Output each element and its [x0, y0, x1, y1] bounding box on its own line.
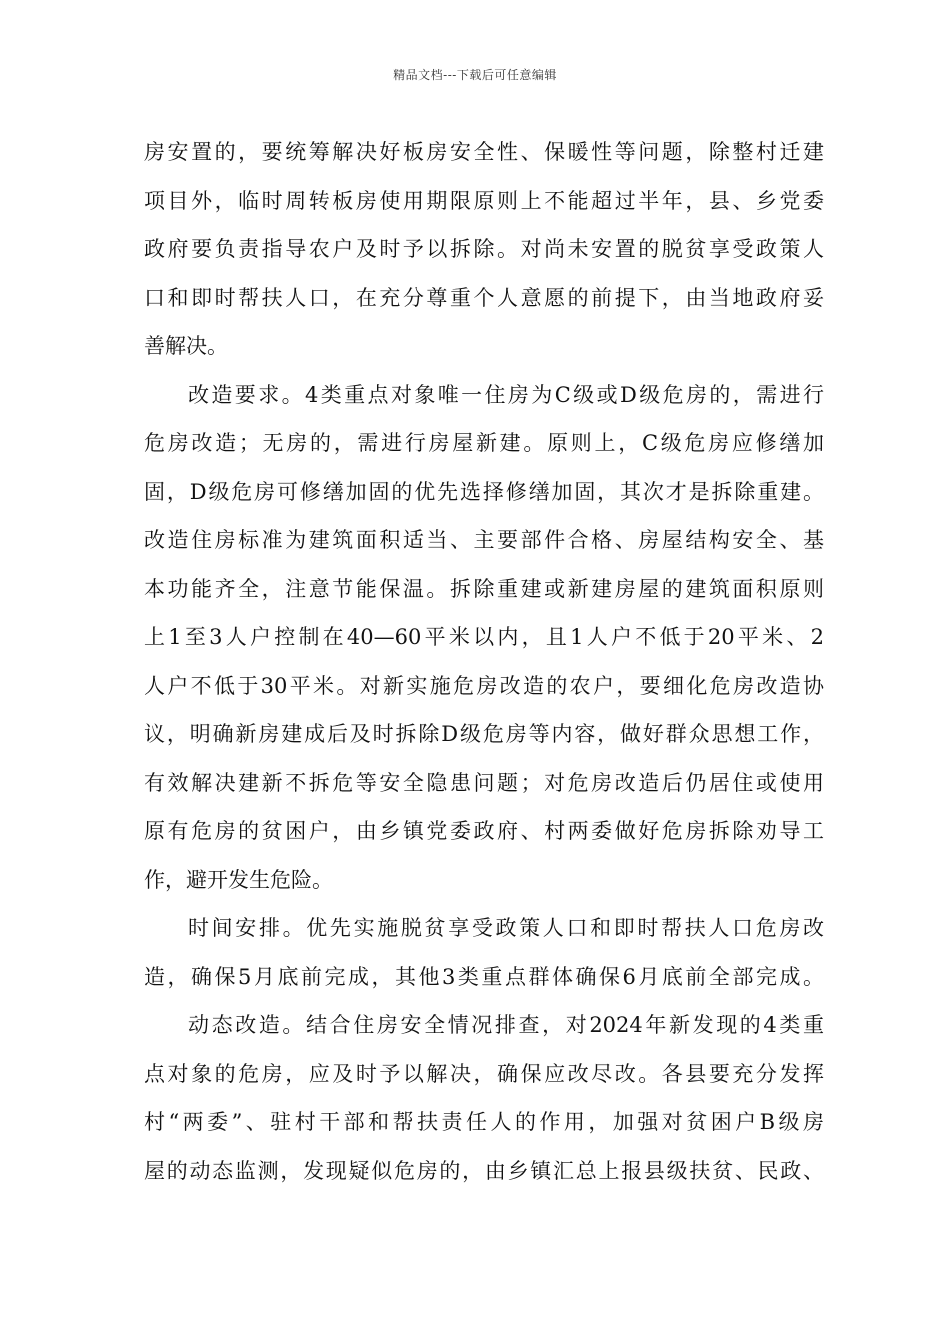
- text-line: 原有危房的贫困户，由乡镇党委政府、村两委做好危房拆除劝导工: [144, 819, 824, 843]
- paragraph-start-line: 动态改造。结合住房安全情况排查，对2024年新发现的4类重: [188, 1013, 824, 1037]
- text-line: 村“两委”、驻村干部和帮扶责任人的作用，加强对贫困户B级房: [144, 1110, 824, 1134]
- text-line: 屋的动态监测，发现疑似危房的，由乡镇汇总上报县级扶贫、民政、: [144, 1158, 824, 1183]
- text-line: 作，避开发生危险。: [144, 867, 333, 892]
- text-line: 房安置的，要统筹解决好板房安全性、保暖性等问题，除整村迁建: [144, 140, 824, 164]
- text-line: 口和即时帮扶人口，在充分尊重个人意愿的前提下，由当地政府妥: [144, 285, 824, 310]
- body-text: [144, 128, 824, 1195]
- text-line: 点对象的危房，应及时予以解决，确保应改尽改。各县要充分发挥: [144, 1061, 824, 1086]
- text-line: 议，明确新房建成后及时拆除D级危房等内容，做好群众思想工作，: [144, 722, 824, 746]
- text-line: 善解决。: [144, 334, 228, 358]
- text-line: 上1至3人户控制在40—60平米以内，且1人户不低于20平米、2: [144, 625, 824, 649]
- text-line: 危房改造；无房的，需进行房屋新建。原则上，C级危房应修缮加: [144, 431, 824, 455]
- text-line: 本功能齐全，注意节能保温。拆除重建或新建房屋的建筑面积原则: [144, 576, 824, 601]
- paragraph-start-line: 改造要求。4类重点对象唯一住房为C级或D级危房的，需进行: [188, 382, 824, 407]
- text-line: 项目外，临时周转板房使用期限原则上不能超过半年，县、乡党委: [144, 188, 824, 213]
- text-line: 有效解决建新不拆危等安全隐患问题；对危房改造后仍居住或使用: [144, 770, 824, 795]
- text-line: 改造住房标准为建筑面积适当、主要部件合格、房屋结构安全、基: [144, 528, 824, 552]
- page-header: 精品文档---下载后可任意编辑: [393, 68, 557, 82]
- text-line: 政府要负责指导农户及时予以拆除。对尚未安置的脱贫享受政策人: [144, 237, 824, 261]
- text-line: 固，D级危房可修缮加固的优先选择修缮加固，其次才是拆除重建。: [144, 479, 824, 504]
- text-line: 人户不低于30平米。对新实施危房改造的农户，要细化危房改造协: [144, 673, 824, 698]
- paragraph-start-line: 时间安排。优先实施脱贫享受政策人口和即时帮扶人口危房改: [188, 916, 824, 940]
- text-line: 造，确保5月底前完成，其他3类重点群体确保6月底前全部完成。: [144, 964, 824, 989]
